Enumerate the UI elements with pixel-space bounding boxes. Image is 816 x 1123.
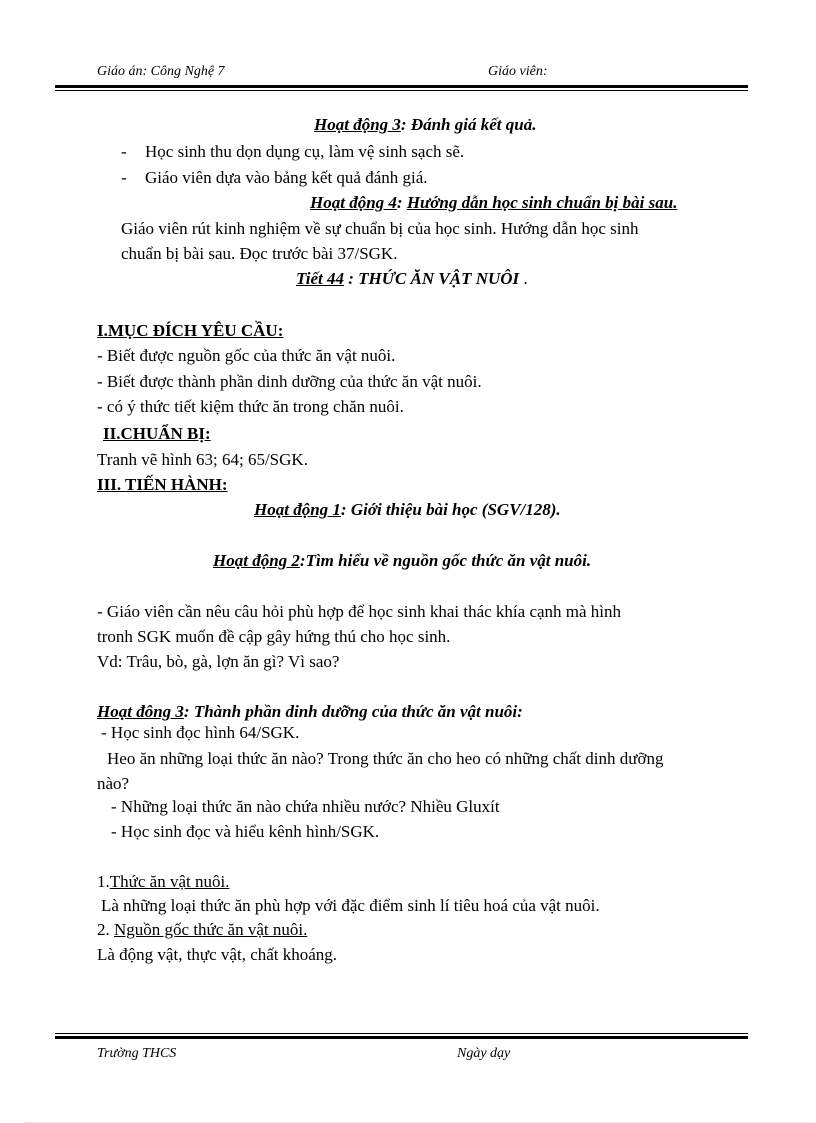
act1-heading: Hoạt động 1: Giới thiệu bài học (SGV/128).: [254, 500, 561, 519]
section-heading-procedure: III. TIẾN HÀNH:: [97, 475, 228, 494]
footer-right: Ngày dạy: [457, 1046, 511, 1061]
item1-heading: [97, 872, 229, 892]
prep-text: Tranh vẽ hình 63; 64; 65/SGK.: [97, 450, 308, 469]
item2-heading: [97, 920, 307, 940]
activity4-title: Hướng dẫn học sinh chuẩn bị bài sau.: [406, 193, 678, 212]
lesson-label: Tiết 44: [296, 269, 344, 288]
footer-left: Trường THCS: [97, 1046, 177, 1061]
header-rule-thin: [55, 90, 748, 91]
item1-title: Thức ăn vật nuôi.: [109, 872, 230, 891]
act2-label: Hoạt động 2: [213, 551, 300, 570]
header-right: Giáo viên:: [488, 64, 548, 79]
paragraph-line: - Học sinh đọc hình 64/SGK.: [101, 723, 300, 742]
paragraph-line: - Giáo viên cần nêu câu hỏi phù hợp để học sinh khai thác khía cạnh mà hình: [97, 602, 622, 621]
act2-heading: Hoạt động 2:Tìm hiểu về nguồn gốc thức ăn vật nuôi.: [213, 551, 592, 570]
header-rule-thick: [55, 85, 748, 88]
act3-title: Thành phần dinh dưỡng của thức ăn vật nuôi: [193, 702, 518, 721]
paragraph-line: - Những loại thức ăn nào chứa nhiều nước? Nhiều Gluxít: [111, 797, 500, 816]
paragraph-line: Vd: Trâu, bò, gà, lợn ăn gì? Vì sao?: [97, 652, 340, 671]
paragraph-line: chuẩn bị bài sau. Đọc trước bài 37/SGK.: [121, 244, 398, 263]
activity4-heading: Hoạt động 4: Hướng dẫn học sinh chuẩn bị bài sau.: [310, 193, 678, 212]
item1-number: 1.: [97, 872, 110, 891]
activity3-title: Đánh giá kết quả.: [410, 115, 537, 134]
bullet-text: Học sinh thu dọn dụng cụ, làm vệ sinh sạch sẽ.: [145, 142, 465, 161]
act3-label: Hoạt đông 3: [97, 702, 184, 721]
footer-rule-thick: [55, 1036, 748, 1039]
item2-number: 2.: [97, 920, 114, 939]
activity3-label: Hoạt động 3: [314, 115, 401, 134]
goal-item: - Biết được nguồn gốc của thức ăn vật nuôi.: [97, 346, 396, 365]
act2-title: Tìm hiểu về nguồn gốc thức ăn vật nuôi.: [305, 551, 592, 570]
lesson-title: Tiết 44 : THỨC ĂN VẬT NUÔI .: [296, 269, 528, 288]
item2-title: Nguồn gốc thức ăn vật nuôi.: [114, 920, 308, 939]
header-left: Giáo án: Công Nghệ 7: [97, 64, 225, 79]
bullet-item: - Học sinh thu dọn dụng cụ, làm vệ sinh sạch sẽ.: [121, 142, 465, 161]
paragraph-line: tronh SGK muốn đề cập gây hứng thú cho học sinh.: [97, 627, 451, 646]
paragraph-line: nào?: [97, 774, 130, 793]
goal-item: - Biết được thành phần dinh dưỡng của thức ăn vật nuôi.: [97, 372, 482, 391]
bullet-item: - Giáo viên dựa vào bảng kết quả đánh giá.: [121, 168, 428, 187]
goal-item: - có ý thức tiết kiệm thức ăn trong chăn nuôi.: [97, 397, 404, 416]
paragraph-line: - Học sinh đọc và hiểu kênh hình/SGK.: [111, 822, 380, 841]
bullet-text: Giáo viên dựa vào bảng kết quả đánh giá.: [145, 168, 428, 187]
activity3-heading: Hoạt động 3: Đánh giá kết quả.: [314, 115, 537, 134]
section-heading-goals: I.MỤC ĐÍCH YÊU CẦU:: [97, 321, 284, 340]
item1-text: Là những loại thức ăn phù hợp với đặc điểm sinh lí tiêu hoá của vật nuôi.: [101, 896, 600, 915]
paragraph-line: Heo ăn những loại thức ăn nào? Trong thức ăn cho heo có những chất dinh dưỡng: [107, 749, 664, 768]
footer-rule-thin: [55, 1033, 748, 1034]
lesson-title-text: THỨC ĂN VẬT NUÔI: [358, 269, 520, 288]
section-heading-prep: II.CHUẨN BỊ:: [103, 424, 211, 443]
act3-heading: Hoạt đông 3: Thành phần dinh dưỡng của thức ăn vật nuôi:: [97, 702, 523, 721]
act1-title: Giới thiệu bài học (SGV/128).: [350, 500, 561, 519]
item2-text: Là động vật, thực vật, chất khoáng.: [97, 945, 338, 964]
paragraph-line: Giáo viên rút kinh nghiệm về sự chuẩn bị của học sinh. Hướng dẫn học sinh: [121, 219, 639, 238]
act1-label: Hoạt động 1: [254, 500, 341, 519]
activity4-label: Hoạt động 4: [310, 193, 397, 212]
